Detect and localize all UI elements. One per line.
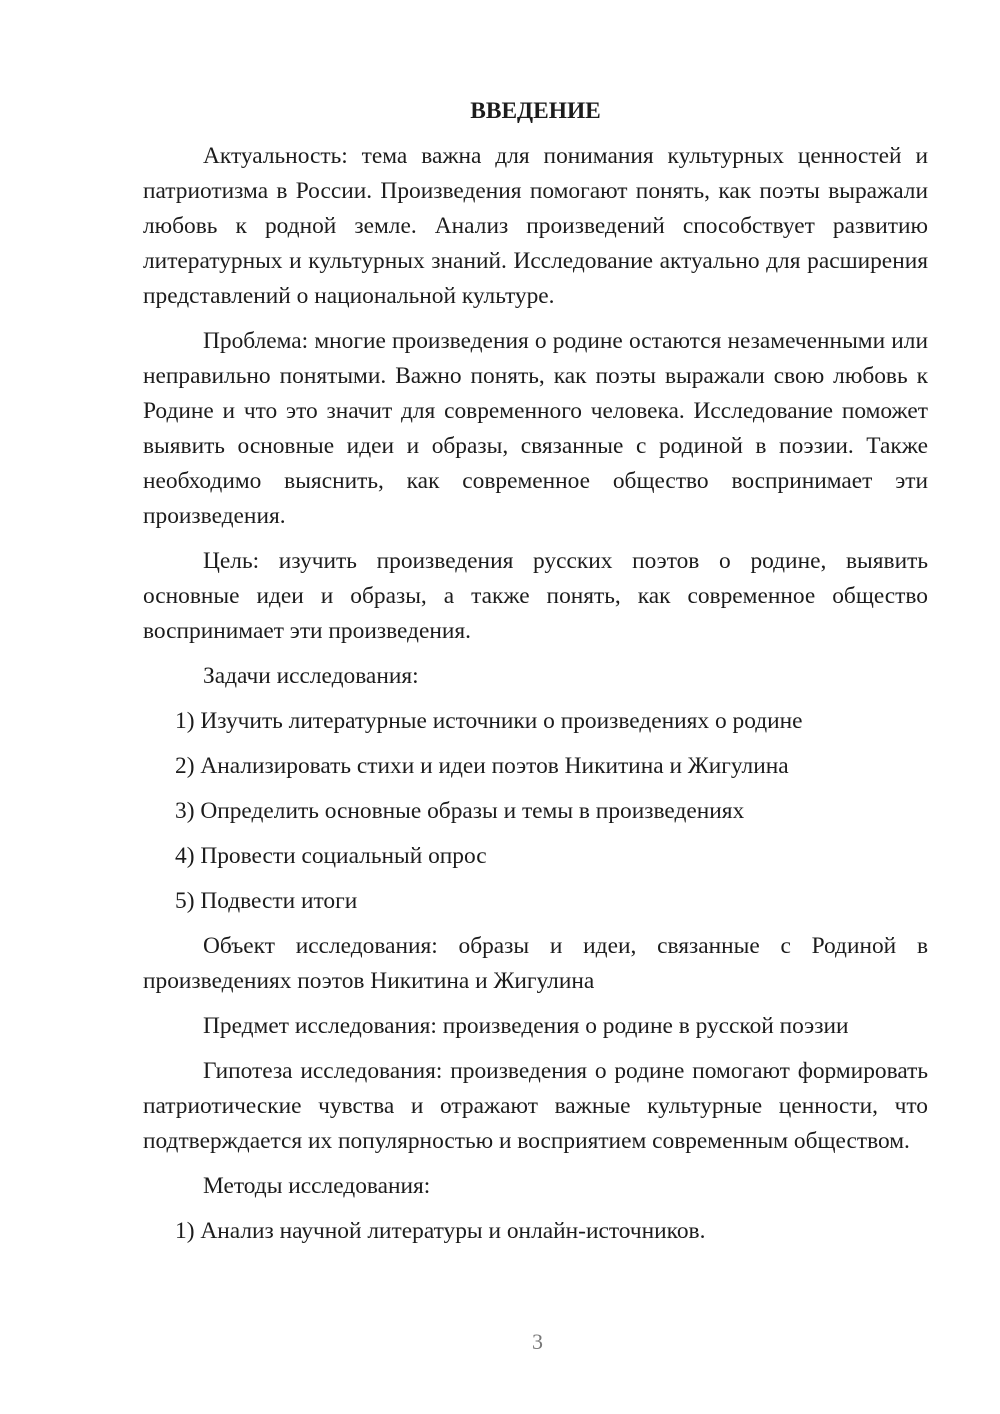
methods-list	[143, 1214, 928, 1249]
list-item: 3) Определить основные образы и темы в произведениях	[175, 798, 745, 824]
relevance-paragraph: Актуальность: тема важна для понимания культурных ценностей и патриотизма в России. Произведения помогают понять, как поэты выражали любовь к родной земле. Анализ произведений способствует развитию литературных и культурных знаний. Исследование актуально для расширения представлений о национальной культуре.	[143, 143, 928, 309]
methods-title: Методы исследования:	[203, 1173, 431, 1199]
list-item: 1) Анализ научной литературы и онлайн-источников.	[175, 1218, 706, 1244]
tasks-title: Задачи исследования:	[203, 663, 419, 689]
subject-paragraph: Предмет исследования: произведения о родине в русской поэзии	[203, 1013, 849, 1039]
list-item: 5) Подвести итоги	[175, 888, 358, 914]
tasks-list	[143, 704, 928, 919]
list-item: 2) Анализировать стихи и идеи поэтов Никитина и Жигулина	[175, 753, 789, 779]
list-item: 4) Провести социальный опрос	[175, 843, 487, 869]
page-number: 3	[532, 1329, 543, 1354]
problem-paragraph: Проблема: многие произведения о родине остаются незамеченными или неправильно понятыми. Важно понять, как поэты выражали свою любовь к Родине и что это значит для современного человека. Исследование поможет выявить основные идеи и образы, связанные с родиной в поэзии. Также необходимо выяснить, как современное общество воспринимает эти произведения.	[143, 328, 928, 529]
list-item: 1) Изучить литературные источники о произведениях о родине	[175, 708, 803, 734]
page-content	[143, 94, 928, 1259]
object-paragraph: Объект исследования: образы и идеи, связанные с Родиной в произведениях поэтов Никитина и Жигулина	[143, 933, 928, 994]
goal-paragraph: Цель: изучить произведения русских поэтов о родине, выявить основные идеи и образы, а также понять, как современное общество воспринимает эти произведения.	[143, 548, 928, 644]
hypothesis-paragraph: Гипотеза исследования: произведения о родине помогают формировать патриотические чувства и отражают важные культурные ценности, что подтверждается их популярностью и восприятием современным обществом.	[143, 1058, 928, 1154]
page-title: ВВЕДЕНИЕ	[470, 98, 601, 124]
